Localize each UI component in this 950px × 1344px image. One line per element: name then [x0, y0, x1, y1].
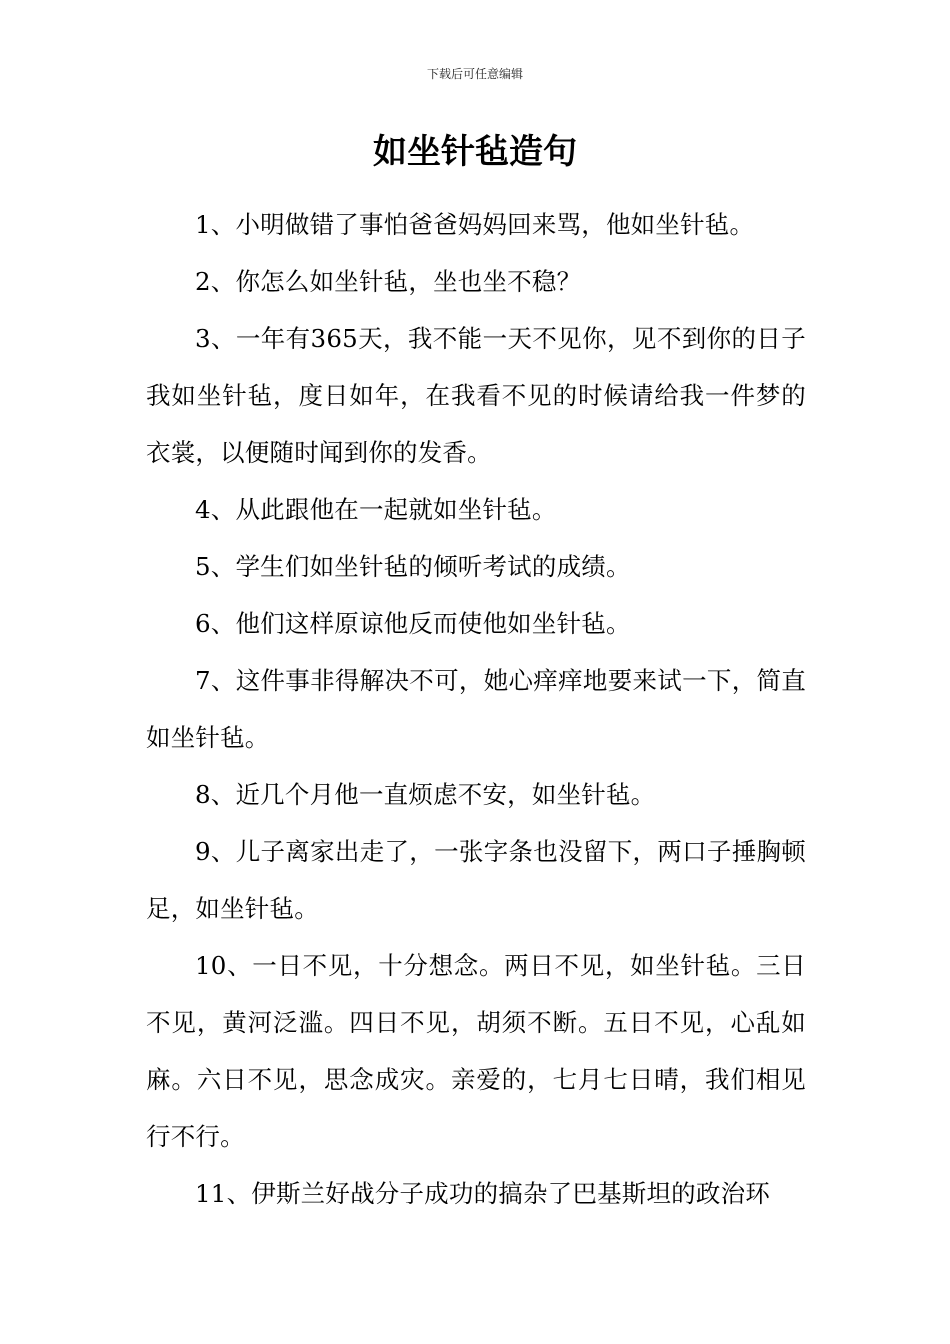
- sentence-paragraph-11: 11、伊斯兰好战分子成功的搞杂了巴基斯坦的政治环: [195, 1179, 770, 1208]
- header-note: 下载后可任意编辑: [426, 67, 523, 81]
- sentence-paragraph-8: 8、近几个月他一直烦虑不安，如坐针毡。: [195, 780, 656, 809]
- sentence-paragraph-2: 2、你怎么如坐针毡，坐也坐不稳？: [195, 267, 582, 296]
- document-title: 如坐针毡造句: [373, 132, 577, 172]
- sentence-paragraph-7: 7、这件事非得解决不可，她心痒痒地要来试一下，简直如坐针毡。: [146, 666, 806, 752]
- sentence-paragraph-5: 5、学生们如坐针毡的倾听考试的成绩。: [195, 552, 631, 581]
- sentence-paragraph-4: 4、从此跟他在一起就如坐针毡。: [195, 495, 557, 524]
- body-text: [146, 196, 806, 1222]
- sentence-paragraph-1: 1、小明做错了事怕爸爸妈妈回来骂，他如坐针毡。: [195, 210, 755, 239]
- sentence-paragraph-9: 9、儿子离家出走了，一张字条也没留下，两口子捶胸顿足，如坐针毡。: [146, 837, 806, 923]
- sentence-paragraph-10: 10、一日不见，十分想念。两日不见，如坐针毡。三日不见，黄河泛滥。四日不见，胡须不断。五日不见，心乱如麻。六日不见，思念成灾。亲爱的，七月七日晴，我们相见行不行。: [146, 951, 806, 1151]
- sentence-paragraph-3: 3、一年有365天，我不能一天不见你，见不到你的日子我如坐针毡，度日如年，在我看不见的时候请给我一件梦的衣裳，以便随时闻到你的发香。: [146, 324, 806, 467]
- sentence-paragraph-6: 6、他们这样原谅他反而使他如坐针毡。: [195, 609, 631, 638]
